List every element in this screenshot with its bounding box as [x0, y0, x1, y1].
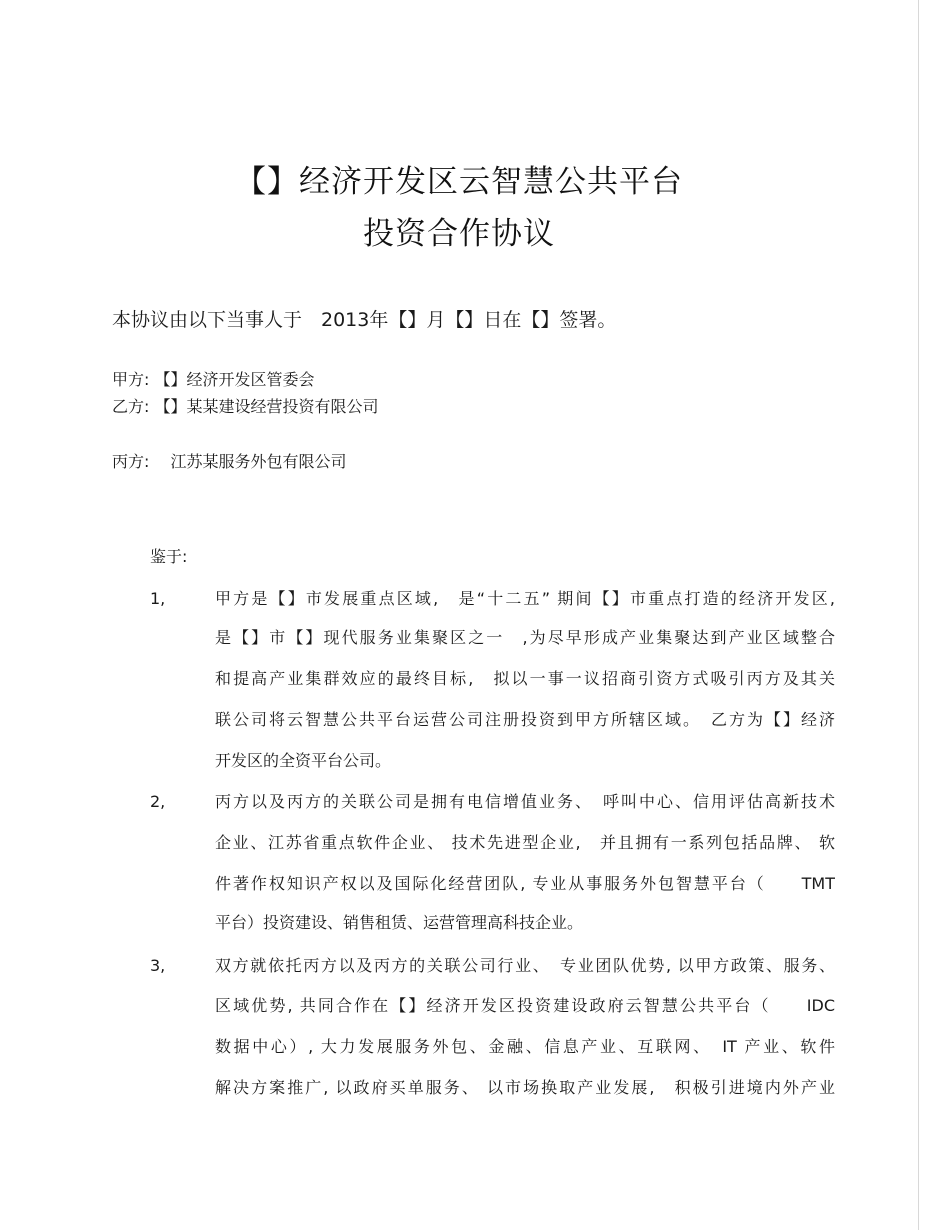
party-c: 丙方: 江苏某服务外包有限公司	[112, 452, 347, 471]
item-line: 件著作权知识产权以及国际化经营团队, 专业从事服务外包智慧平台（ TMT	[215, 874, 835, 893]
item-line: 解决方案推广, 以政府买单服务、 以市场换取产业发展, 积极引进境内外产业	[215, 1078, 835, 1097]
item-number: 2,	[150, 792, 166, 811]
item-line: 甲方是【】市发展重点区域, 是“十二五” 期间【】市重点打造的经济开发区,	[215, 589, 835, 608]
document-title-line1: 【】经济开发区云智慧公共平台	[235, 164, 683, 200]
party-b: 乙方: 【】某某建设经营投资有限公司	[112, 397, 379, 416]
item-line: 数据中心）, 大力发展服务外包、金融、信息产业、互联网、 IT 产业、软件	[215, 1037, 835, 1056]
whereas-label: 鉴于:	[150, 547, 188, 566]
item-line: 和提高产业集群效应的最终目标, 拟以一事一议招商引资方式吸引丙方及其关	[215, 669, 835, 688]
page-edge	[918, 0, 950, 1230]
item-line: 区域优势, 共同合作在【】经济开发区投资建设政府云智慧公共平台（ IDC	[215, 996, 835, 1015]
item-line: 联公司将云智慧公共平台运营公司注册投资到甲方所辖区域。 乙方为【】经济	[215, 710, 835, 729]
item-line: 开发区的全资平台公司。	[215, 751, 392, 770]
item-line: 双方就依托丙方以及丙方的关联公司行业、 专业团队优势, 以甲方政策、服务、	[215, 956, 835, 975]
item-line: 是【】市【】现代服务业集聚区之一 ,为尽早形成产业集聚达到产业区域整合	[215, 628, 835, 647]
item-line: 企业、江苏省重点软件企业、 技术先进型企业, 并且拥有一系列包括品牌、 软	[215, 833, 835, 852]
item-line: 丙方以及丙方的关联公司是拥有电信增值业务、 呼叫中心、信用评估高新技术	[215, 792, 835, 811]
party-a: 甲方: 【】经济开发区管委会	[112, 370, 315, 389]
item-number: 1,	[150, 589, 166, 608]
item-number: 3,	[150, 956, 166, 975]
item-line: 平台）投资建设、销售租赁、运营管理高科技企业。	[215, 913, 584, 932]
document-title-line2: 投资合作协议	[363, 216, 555, 252]
agreement-intro: 本协议由以下当事人于 2013年【】月【】日在【】签署。	[112, 309, 617, 331]
